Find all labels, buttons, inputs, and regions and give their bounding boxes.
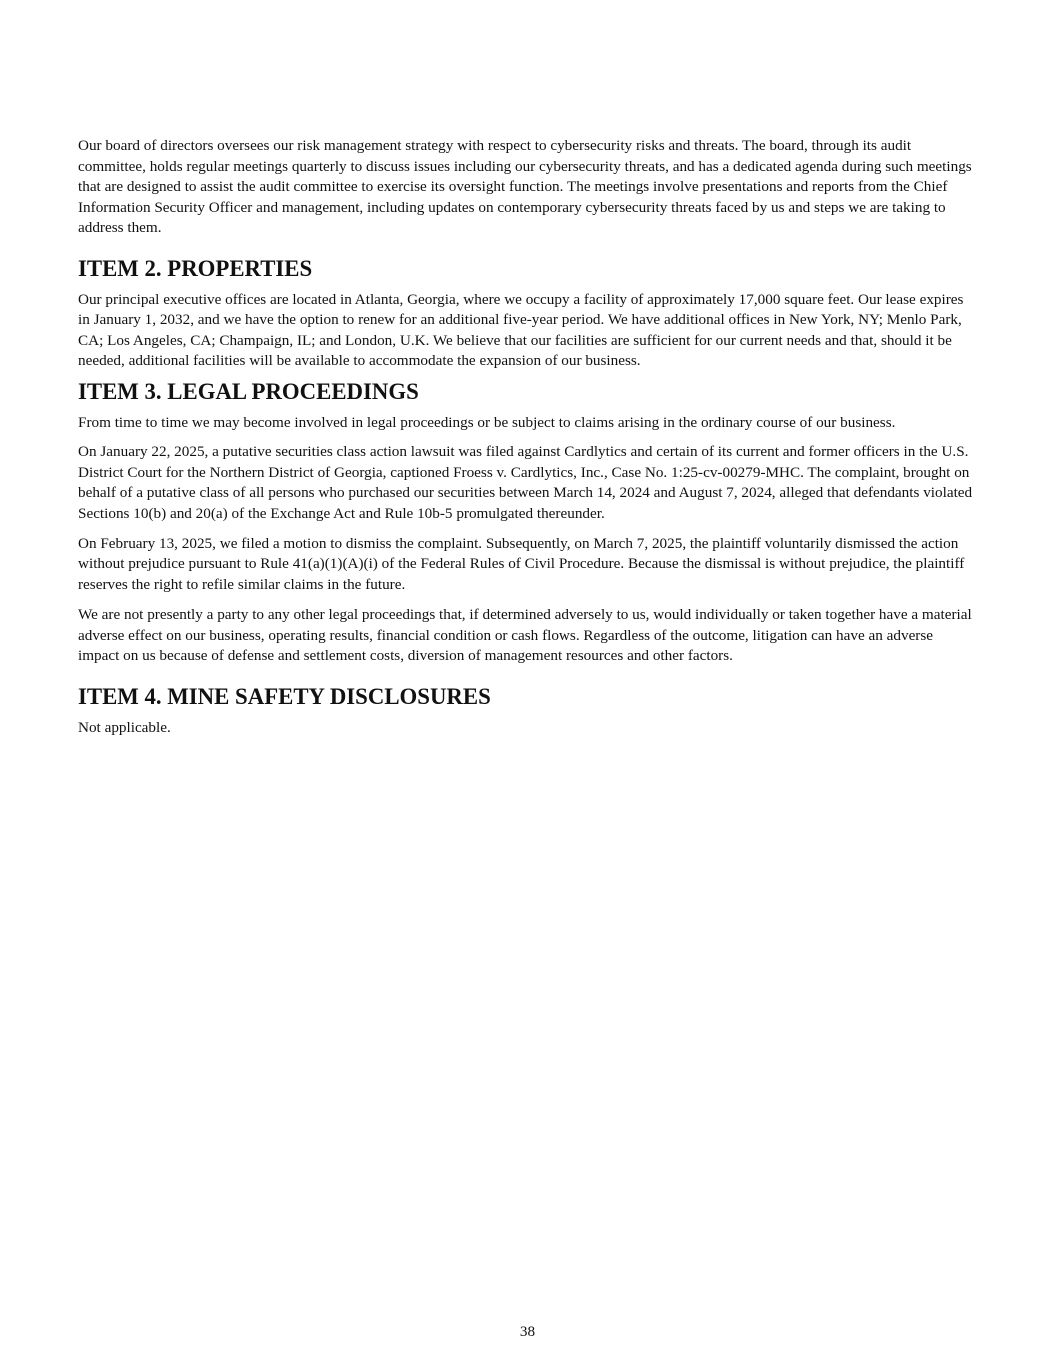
item-2-heading: ITEM 2. PROPERTIES <box>78 255 313 281</box>
item-3-paragraph-2: On January 22, 2025, a putative securities class action lawsuit was filed against Cardlytics and certain of its current and former officers in the U.S. District Court for the Northern District of Georgia, captioned Froess v. Cardlytics, Inc., Case No. 1:25-cv-00279-MHC. The complaint, brought on behalf of a putative class of all persons who purchased our securities between March 14, 2024 and August 7, 2024, alleged that defendants violated Sections 10(b) and 20(a) of the Exchange Act and Rule 10b-5 promulgated thereunder. <box>78 443 973 522</box>
item-3-paragraph-3: On February 13, 2025, we filed a motion to dismiss the complaint. Subsequently, on March 7, 2025, the plaintiff voluntarily dismissed the action without prejudice pursuant to Rule 41(a)(1)(A)(i) of the Federal Rules of Civil Procedure. Because the dismissal is without prejudice, the plaintiff reserves the right to refile similar claims in the future. <box>78 534 965 593</box>
item-3-paragraph-4: We are not presently a party to any other legal proceedings that, if determined adversely to us, would individually or taken together have a material adverse effect on our business, operating results, financial condition or cash flows. Regardless of the outcome, litigation can have an adverse impact on us because of defense and settlement costs, diversion of management resources and other factors. <box>78 606 972 665</box>
item-3-paragraph-1: From time to time we may become involved in legal proceedings or be subject to claims arising in the ordinary course of our business. <box>78 413 896 431</box>
item-3-heading: ITEM 3. LEGAL PROCEEDINGS <box>78 378 419 404</box>
item-4-heading: ITEM 4. MINE SAFETY DISCLOSURES <box>78 684 491 710</box>
item-2-paragraph: Our principal executive offices are located in Atlanta, Georgia, where we occupy a facility of approximately 17,000 square feet. Our lease expires in January 1, 2032, and we have the option to renew for an additional five-year period. We have additional offices in New York, NY; Menlo Park, CA; Los Angeles, CA; Champaign, IL; and London, U.K. We believe that our facilities are sufficient for our current needs and that, should it be needed, additional facilities will be available to accommodate the expansion of our business. <box>78 290 964 370</box>
page-content <box>78 136 976 738</box>
intro-paragraph: Our board of directors oversees our risk management strategy with respect to cybersecurity risks and threats. The board, through its audit committee, holds regular meetings quarterly to discuss issues including our cybersecurity threats, and has a dedicated agenda during such meetings that are designed to assist the audit committee to exercise its oversight function. The meetings involve presentations and reports from the Chief Information Security Officer and management, including updates on contemporary cybersecurity threats faced by us and steps we are taking to address them. <box>78 137 972 237</box>
item-4-paragraph: Not applicable. <box>78 718 171 736</box>
page-number: 38 <box>519 1323 536 1340</box>
